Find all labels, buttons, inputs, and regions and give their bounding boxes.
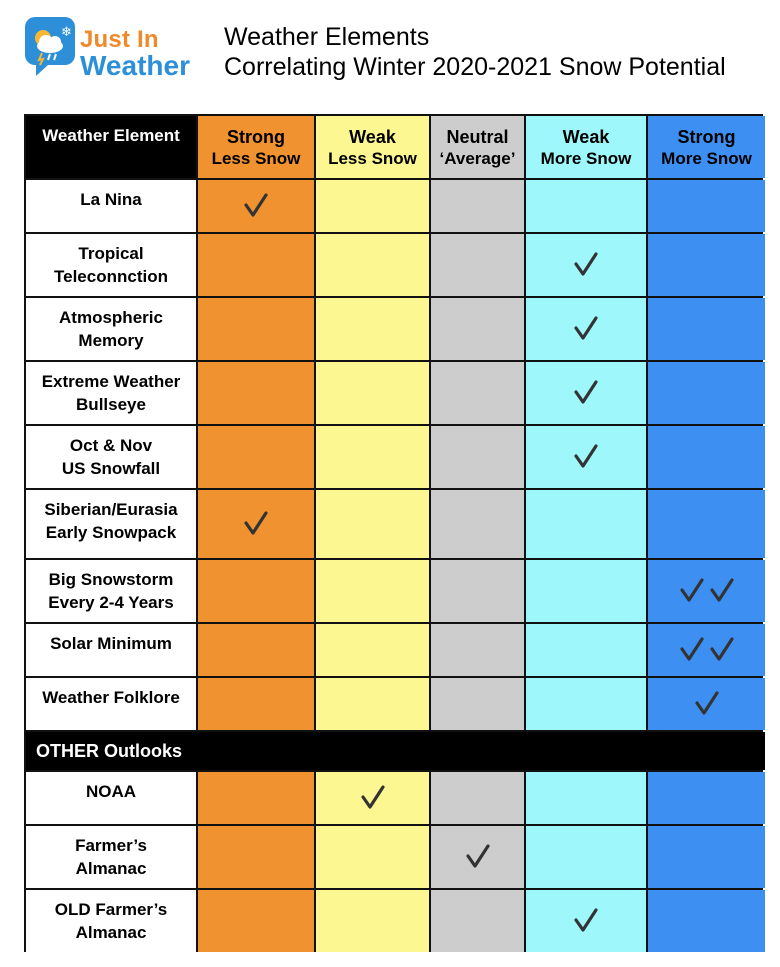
cell-strong-more-snow (648, 426, 765, 488)
header-line-1: Strong (227, 127, 285, 147)
check-mark-icon (573, 252, 599, 278)
row-label-line-1: NOAA (85, 782, 137, 801)
cell-strong-less-snow (198, 180, 314, 232)
row-label (26, 772, 196, 824)
check-mark-icon (573, 316, 599, 342)
cell-weak-less-snow (316, 890, 429, 952)
cell-weak-less-snow (316, 426, 429, 488)
check-mark-icon (465, 844, 491, 870)
brand-word-just-in: Just In (80, 26, 159, 53)
row-label-line-2: Bullseye (76, 395, 146, 414)
check-mark-group (243, 511, 269, 537)
cell-neutral-average (431, 890, 524, 952)
cell-strong-less-snow (198, 298, 314, 360)
row-label-line-1: La Nina (80, 190, 142, 209)
cell-strong-more-snow (648, 624, 765, 676)
check-mark-group (573, 252, 599, 278)
row-label-line-1: Big Snowstorm (48, 570, 174, 589)
header-line-2: ‘Average’ (439, 149, 516, 168)
cell-neutral-average (431, 426, 524, 488)
cell-strong-more-snow (648, 298, 765, 360)
cell-neutral-average (431, 490, 524, 558)
cell-weak-more-snow (526, 890, 646, 952)
header-strong-less-snow (198, 116, 314, 178)
check-mark-icon (709, 637, 735, 663)
row-label-line-1: OLD Farmer’s (54, 900, 168, 919)
row-label (26, 490, 196, 558)
cell-weak-less-snow (316, 560, 429, 622)
cell-weak-less-snow (316, 490, 429, 558)
cell-strong-more-snow (648, 180, 765, 232)
cell-strong-more-snow (648, 560, 765, 622)
header-line-2: More Snow (661, 149, 752, 168)
cell-weak-more-snow (526, 298, 646, 360)
check-mark-icon (243, 511, 269, 537)
header-strong-more-snow (648, 116, 765, 178)
header-line-1: Weak (562, 127, 610, 147)
header-line-1: Strong (677, 127, 736, 147)
cell-strong-more-snow (648, 826, 765, 888)
cell-neutral-average (431, 180, 524, 232)
check-mark-group (573, 316, 599, 342)
cell-weak-more-snow (526, 234, 646, 296)
section-other-outlooks: OTHER Outlooks (26, 732, 765, 770)
cell-strong-less-snow (198, 362, 314, 424)
check-mark-icon (360, 785, 386, 811)
header-line-2: Less Snow (211, 149, 301, 168)
check-mark-group (679, 637, 735, 663)
cell-weak-more-snow (526, 678, 646, 730)
check-mark-group (573, 908, 599, 934)
header-line-1: Weak (349, 127, 396, 147)
header-line-1: Neutral (446, 127, 509, 147)
check-mark-icon (573, 380, 599, 406)
row-label-line-1: Solar Minimum (50, 634, 172, 653)
cell-weak-less-snow (316, 362, 429, 424)
check-mark-icon (694, 691, 720, 717)
cell-neutral-average (431, 298, 524, 360)
cell-weak-less-snow (316, 772, 429, 824)
row-label-line-1: Atmospheric (59, 308, 163, 327)
cell-strong-more-snow (648, 490, 765, 558)
row-label-line-2: Every 2-4 Years (48, 593, 174, 612)
cell-neutral-average (431, 560, 524, 622)
row-label (26, 362, 196, 424)
cell-weak-more-snow (526, 426, 646, 488)
check-mark-group (679, 578, 735, 604)
cell-strong-less-snow (198, 772, 314, 824)
row-label (26, 298, 196, 360)
cell-weak-more-snow (526, 772, 646, 824)
cell-strong-less-snow (198, 490, 314, 558)
cell-weak-less-snow (316, 826, 429, 888)
check-mark-icon (573, 444, 599, 470)
cell-weak-more-snow (526, 826, 646, 888)
cell-strong-more-snow (648, 362, 765, 424)
cell-weak-more-snow (526, 180, 646, 232)
cell-strong-less-snow (198, 826, 314, 888)
cell-strong-less-snow (198, 678, 314, 730)
brand-word-weather: Weather (80, 50, 190, 81)
check-mark-group (694, 691, 720, 717)
check-mark-icon (573, 908, 599, 934)
cell-strong-more-snow (648, 678, 765, 730)
row-label (26, 678, 196, 730)
cell-neutral-average (431, 624, 524, 676)
cell-strong-less-snow (198, 234, 314, 296)
cell-weak-less-snow (316, 678, 429, 730)
check-mark-group (243, 193, 269, 219)
cell-strong-less-snow (198, 890, 314, 952)
cell-strong-less-snow (198, 426, 314, 488)
cell-strong-more-snow (648, 234, 765, 296)
header-weather-element: Weather Element (26, 116, 196, 178)
row-label (26, 826, 196, 888)
check-mark-group (573, 380, 599, 406)
row-label-line-2: US Snowfall (61, 459, 161, 478)
cell-weak-more-snow (526, 490, 646, 558)
cell-strong-less-snow (198, 560, 314, 622)
header-line-2: More Snow (540, 149, 632, 168)
weather-logo-icon (24, 16, 76, 78)
check-mark-group (465, 844, 491, 870)
cell-weak-less-snow (316, 298, 429, 360)
cell-weak-more-snow (526, 362, 646, 424)
cell-weak-less-snow (316, 624, 429, 676)
cell-weak-less-snow (316, 180, 429, 232)
check-mark-group (573, 444, 599, 470)
header-weak-less-snow (316, 116, 429, 178)
row-label (26, 180, 196, 232)
row-label-line-2: Teleconnction (54, 267, 168, 286)
row-label (26, 560, 196, 622)
cell-strong-less-snow (198, 624, 314, 676)
cell-strong-more-snow (648, 772, 765, 824)
row-label-line-2: Memory (78, 331, 144, 350)
cell-weak-more-snow (526, 560, 646, 622)
row-label-line-1: Extreme Weather (41, 372, 181, 391)
row-label-line-1: Siberian/Eurasia (44, 500, 178, 519)
row-label-line-1: Weather Folklore (42, 688, 180, 707)
check-mark-icon (709, 578, 735, 604)
title-line-1: Weather Elements (224, 23, 430, 51)
cell-neutral-average (431, 678, 524, 730)
cell-neutral-average (431, 234, 524, 296)
check-mark-icon (679, 637, 705, 663)
row-label (26, 624, 196, 676)
brand-logo (24, 14, 224, 84)
check-mark-icon (679, 578, 705, 604)
row-label-line-1: Oct & Nov (69, 436, 153, 455)
header-line-2: Less Snow (328, 149, 417, 168)
row-label (26, 234, 196, 296)
cell-neutral-average (431, 826, 524, 888)
row-label-line-2: Almanac (75, 923, 147, 942)
header-neutral-average (431, 116, 524, 178)
cell-strong-more-snow (648, 890, 765, 952)
row-label (26, 890, 196, 952)
check-mark-icon (243, 193, 269, 219)
row-label-line-2: Almanac (75, 859, 147, 878)
title-line-2: Correlating Winter 2020-2021 Snow Potential (224, 53, 726, 81)
row-label-line-2: Early Snowpack (45, 523, 177, 542)
svg-text:❄: ❄ (61, 25, 72, 40)
cell-weak-less-snow (316, 234, 429, 296)
cell-neutral-average (431, 362, 524, 424)
row-label-line-1: Farmer’s (75, 836, 147, 855)
check-mark-group (360, 785, 386, 811)
header-weak-more-snow (526, 116, 646, 178)
cell-weak-more-snow (526, 624, 646, 676)
cell-neutral-average (431, 772, 524, 824)
row-label (26, 426, 196, 488)
chart-title (224, 22, 726, 82)
row-label-line-1: Tropical (78, 244, 144, 263)
outlook-table (24, 114, 763, 952)
